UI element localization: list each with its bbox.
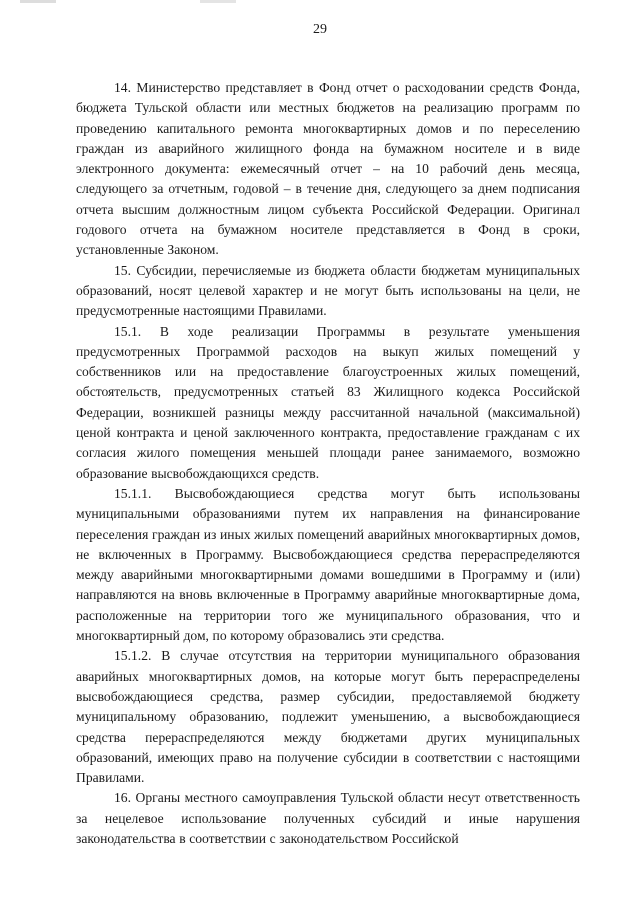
- paragraph-15: 15. Субсидии, перечисляемые из бюджета области бюджетам муниципальных образований, носят целевой характер и не могут быть использованы на цели, не предусмотренные настоящими Правилами.: [76, 262, 580, 319]
- scan-edge-artifact: [20, 0, 620, 3]
- document-body: [76, 78, 580, 849]
- paragraph-15-1-2: 15.1.2. В случае отсутствия на территории муниципального образования аварийных многоквартирных домов, на которые могут быть перераспределены высвобождающиеся средства, размер субсидии, предоставляемой бюджету муниципальному образованию, подлежит уменьшению, а высвобождающиеся средства перераспределяются между бюджетами других муниципальных образований, имеющих право на получение субсидии в соответствии с настоящими Правилами.: [76, 648, 580, 786]
- paragraph-16: 16. Органы местного самоуправления Тульской области несут ответственность за нецелевое использование полученных субсидий и иные нарушения законодательства в соответствии с законодательством Российской: [76, 790, 580, 846]
- paragraph-15-1-1: 15.1.1. Высвобождающиеся средства могут быть использованы муниципальными образованиями путем их направления на финансирование переселения граждан из иных жилых помещений аварийных многоквартирных домов, не включенных в Программу. Высвобождающиеся средства перераспределяются между аварийными многоквартирными домами вошедшими в Программу и (или) направляются на вновь включенные в Программу аварийные многоквартирные дома, расположенные на территории того же муниципального образования, что и многоквартирный дом, по которому образовались эти средства.: [76, 485, 580, 644]
- paragraph-15-1: 15.1. В ходе реализации Программы в результате уменьшения предусмотренных Программой расходов на выкуп жилых помещений у собственников или на предоставление благоустроенных жилых помещений, обстоятельств, предусмотренных статьей 83 Жилищного кодекса Российской Федерации, возникшей разницы между рассчитанной начальной (максимальной) ценой контракта и ценой заключенного контракта, предоставление гражданам с их согласия жилого помещения меньшей площади ранее занимаемого, возможно образование высвобождающихся средств.: [76, 323, 580, 481]
- page-number: 29: [313, 22, 327, 37]
- paragraph-14: 14. Министерство представляет в Фонд отчет о расходовании средств Фонда, бюджета Тульской области или местных бюджетов на реализацию программ по проведению капитального ремонта многоквартирных домов и по переселению граждан из аварийного жилищного фонда на бумажном носителе и в виде электронного документа: ежемесячный отчет – на 10 рабочий день месяца, следующего за отчетным, годовой – в течение дня, следующего за днем подписания отчета высшим должностным лицом субъекта Российской Федерации. Оригинал годового отчета на бумажном носителе представляется в Фонд в сроки, установленные Законом.: [76, 80, 580, 258]
